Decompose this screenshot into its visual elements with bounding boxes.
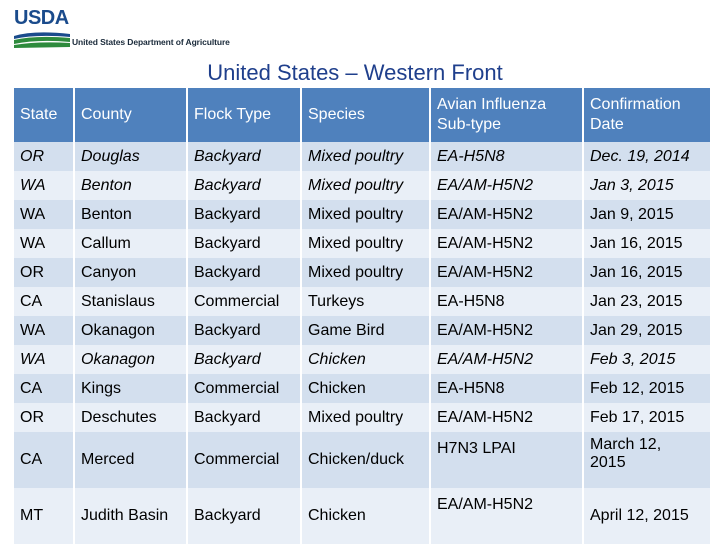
table-row	[14, 200, 710, 229]
cell-county: Merced	[74, 432, 187, 488]
cell-state: WA	[14, 316, 74, 345]
cell-subtype: EA/AM-H5N2	[430, 488, 583, 544]
agency-name: United States Department of Agriculture	[72, 37, 230, 47]
cell-flock-type: Backyard	[187, 316, 301, 345]
cell-subtype: EA/AM-H5N2	[430, 403, 583, 432]
cell-date: Jan 9, 2015	[583, 200, 710, 229]
cell-species: Mixed poultry	[301, 142, 430, 171]
cell-subtype: EA/AM-H5N2	[430, 200, 583, 229]
table-row	[14, 403, 710, 432]
table-row	[14, 374, 710, 403]
table-row	[14, 287, 710, 316]
col-confirmation-line2: Date	[590, 116, 624, 133]
cell-subtype: EA/AM-H5N2	[430, 316, 583, 345]
table-row	[14, 258, 710, 287]
col-state: State	[14, 88, 74, 142]
col-avian-subtype	[430, 88, 583, 142]
cell-date: Jan 29, 2015	[583, 316, 710, 345]
cell-date: Jan 23, 2015	[583, 287, 710, 316]
cell-date: Jan 16, 2015	[583, 258, 710, 287]
cell-date	[583, 432, 710, 488]
cell-species: Mixed poultry	[301, 200, 430, 229]
col-flock-type: Flock Type	[187, 88, 301, 142]
table-row	[14, 432, 710, 488]
cell-subtype: EA-H5N8	[430, 287, 583, 316]
cell-state: CA	[14, 374, 74, 403]
cell-subtype: EA-H5N8	[430, 374, 583, 403]
cell-county: Judith Basin	[74, 488, 187, 544]
cell-species: Mixed poultry	[301, 403, 430, 432]
col-avian-subtype-line2: Sub-type	[437, 116, 502, 133]
cell-flock-type: Backyard	[187, 229, 301, 258]
col-avian-subtype-line1: Avian Influenza	[437, 96, 547, 113]
col-confirmation-line1: Confirmation	[590, 96, 681, 113]
cell-flock-type: Commercial	[187, 432, 301, 488]
usda-swoosh-icon	[14, 30, 70, 48]
cell-species: Mixed poultry	[301, 171, 430, 200]
cell-flock-type: Backyard	[187, 258, 301, 287]
col-confirmation-date	[583, 88, 710, 142]
cell-subtype: EA/AM-H5N2	[430, 229, 583, 258]
usda-logo	[14, 8, 254, 50]
cell-county: Benton	[74, 171, 187, 200]
table-row	[14, 345, 710, 374]
page-title: United States – Western Front	[207, 60, 503, 85]
cell-date: Feb 12, 2015	[583, 374, 710, 403]
cell-date: Feb 17, 2015	[583, 403, 710, 432]
cell-species: Chicken/duck	[301, 432, 430, 488]
col-county: County	[74, 88, 187, 142]
cell-flock-type: Backyard	[187, 142, 301, 171]
cell-flock-type: Backyard	[187, 345, 301, 374]
table-row	[14, 488, 710, 544]
cell-species: Chicken	[301, 488, 430, 544]
cell-species: Game Bird	[301, 316, 430, 345]
cell-subtype: EA/AM-H5N2	[430, 171, 583, 200]
table-row	[14, 142, 710, 171]
cell-county: Stanislaus	[74, 287, 187, 316]
cell-date: Jan 16, 2015	[583, 229, 710, 258]
cell-date: Feb 3, 2015	[583, 345, 710, 374]
cell-state: WA	[14, 229, 74, 258]
cell-state: OR	[14, 403, 74, 432]
cell-county: Canyon	[74, 258, 187, 287]
table-body	[14, 142, 710, 544]
cell-species: Mixed poultry	[301, 229, 430, 258]
cell-flock-type: Commercial	[187, 287, 301, 316]
cell-species: Turkeys	[301, 287, 430, 316]
cell-species: Mixed poultry	[301, 258, 430, 287]
cell-county: Deschutes	[74, 403, 187, 432]
cell-county: Okanagon	[74, 345, 187, 374]
cell-flock-type: Backyard	[187, 200, 301, 229]
cell-subtype: EA/AM-H5N2	[430, 345, 583, 374]
cell-state: MT	[14, 488, 74, 544]
outbreak-table	[14, 88, 710, 544]
cell-subtype: EA-H5N8	[430, 142, 583, 171]
cell-species: Chicken	[301, 374, 430, 403]
col-species: Species	[301, 88, 430, 142]
cell-flock-type: Commercial	[187, 374, 301, 403]
cell-county: Kings	[74, 374, 187, 403]
table-row	[14, 171, 710, 200]
cell-flock-type: Backyard	[187, 171, 301, 200]
cell-date: Dec. 19, 2014	[583, 142, 710, 171]
cell-state: WA	[14, 171, 74, 200]
cell-species: Chicken	[301, 345, 430, 374]
cell-state: CA	[14, 432, 74, 488]
cell-subtype: EA/AM-H5N2	[430, 258, 583, 287]
usda-logo-text: USDA	[14, 7, 69, 29]
cell-county: Okanagon	[74, 316, 187, 345]
cell-date: Jan 3, 2015	[583, 171, 710, 200]
cell-county: Callum	[74, 229, 187, 258]
table-row	[14, 316, 710, 345]
cell-state: CA	[14, 287, 74, 316]
cell-date-line: 2015	[590, 454, 626, 471]
table-row	[14, 229, 710, 258]
cell-date-line: March 12,	[590, 436, 662, 453]
cell-state: WA	[14, 345, 74, 374]
cell-flock-type: Backyard	[187, 488, 301, 544]
cell-state: WA	[14, 200, 74, 229]
cell-subtype: H7N3 LPAI	[430, 432, 583, 488]
cell-county: Douglas	[74, 142, 187, 171]
cell-date: April 12, 2015	[583, 488, 710, 544]
cell-flock-type: Backyard	[187, 403, 301, 432]
table-header-row	[14, 88, 710, 142]
cell-county: Benton	[74, 200, 187, 229]
cell-state: OR	[14, 258, 74, 287]
cell-state: OR	[14, 142, 74, 171]
